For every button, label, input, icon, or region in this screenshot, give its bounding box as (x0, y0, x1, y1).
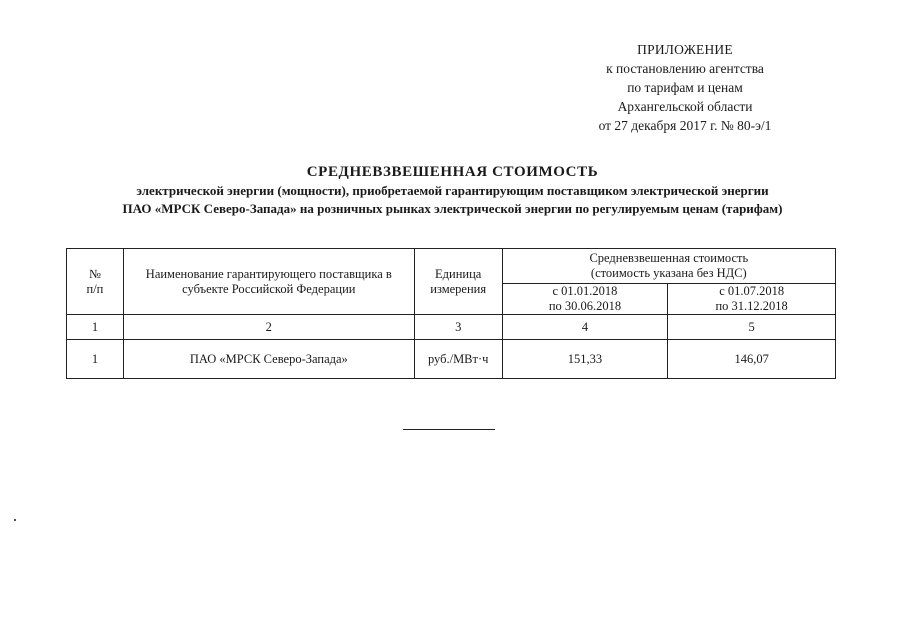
header-cell-period-2: с 01.07.2018 по 31.12.2018 (668, 284, 836, 315)
header-cell-period-1: с 01.01.2018 по 30.06.2018 (502, 284, 668, 315)
column-number-row (67, 315, 836, 340)
column-number-cell: 1 (67, 315, 124, 340)
document-subtitle-line: ПАО «МРСК Северо-Запада» на розничных рынках электрической энергии по регулируемым ценам (тарифам) (122, 201, 783, 216)
header-cell-weighted-cost: Средневзвешенная стоимость (стоимость указана без НДС) (502, 249, 835, 284)
document-title-block (0, 163, 905, 218)
period-1-value-cell: 151,33 (502, 340, 668, 379)
column-number-cell: 2 (123, 315, 414, 340)
table-header-row (67, 249, 836, 284)
supplier-name-cell: ПАО «МРСК Северо-Запада» (123, 340, 414, 379)
appendix-line: к постановлению агентства (606, 61, 764, 76)
header-cell-supplier-name: Наименование гарантирующего поставщика в субъекте Российской Федерации (123, 249, 414, 315)
header-cell-number: № п/п (67, 249, 124, 315)
cost-table (66, 248, 836, 379)
appendix-line: по тарифам и ценам (627, 80, 743, 95)
row-number-cell: 1 (67, 340, 124, 379)
table-row (67, 340, 836, 379)
document-subtitle-line: электрической энергии (мощности), приобретаемой гарантирующим поставщиком электрической энергии (136, 183, 769, 198)
unit-cell: руб./МВт·ч (414, 340, 502, 379)
appendix-date-line: от 27 декабря 2017 г. № 80-э/1 (598, 118, 772, 133)
document-title: СРЕДНЕВЗВЕШЕННАЯ СТОИМОСТЬ (306, 164, 599, 180)
appendix-line: Архангельской области (617, 99, 753, 114)
scan-speck (14, 519, 16, 521)
column-number-cell: 3 (414, 315, 502, 340)
column-number-cell: 5 (668, 315, 836, 340)
header-cell-unit: Единица измерения (414, 249, 502, 315)
column-number-cell: 4 (502, 315, 668, 340)
period-2-value-cell: 146,07 (668, 340, 836, 379)
appendix-heading: ПРИЛОЖЕНИЕ (637, 42, 733, 57)
appendix-block (560, 40, 810, 135)
closing-rule-divider (403, 429, 495, 430)
